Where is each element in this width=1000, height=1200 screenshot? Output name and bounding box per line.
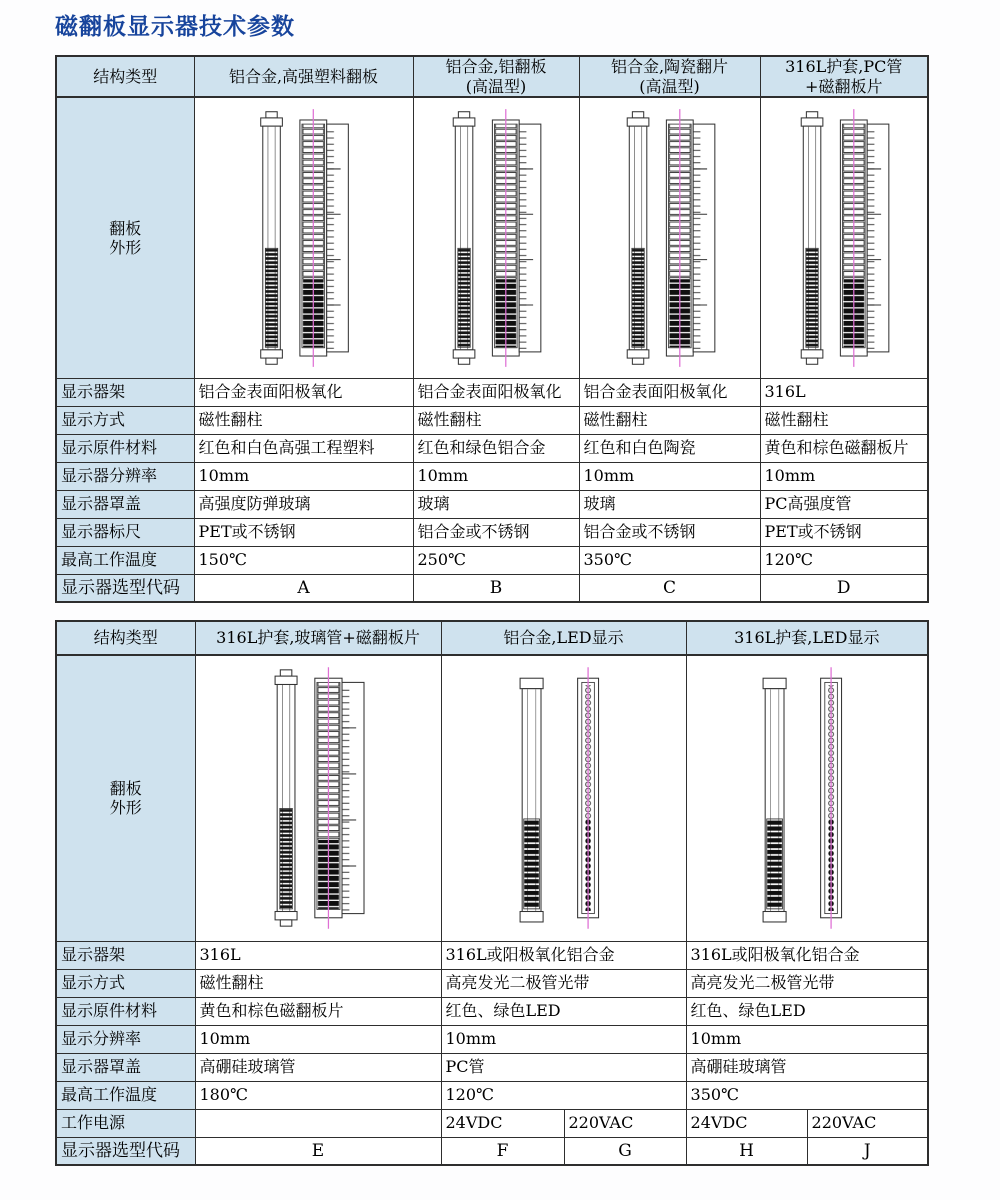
gauge-cell	[579, 97, 760, 378]
cell: 铝合金或不锈钢	[413, 518, 579, 546]
cell: 250℃	[413, 546, 579, 574]
table2-header-row	[56, 621, 928, 655]
cell: 高硼硅玻璃管	[686, 1053, 928, 1081]
table-row	[56, 1025, 928, 1053]
table-row	[56, 406, 928, 434]
cell: 316L	[195, 941, 441, 969]
cell: 10mm	[441, 1025, 686, 1053]
table2-type-header-1: 316L护套,玻璃管+磁翻板片	[195, 621, 441, 655]
cell: 铝合金表面阳极氧化	[194, 378, 413, 406]
cell: 玻璃	[579, 490, 760, 518]
row-label: 显示器分辨率	[56, 462, 194, 490]
gauge-cell	[686, 655, 928, 941]
cell: 磁性翻柱	[579, 406, 760, 434]
header-text: 铝合金,陶瓷翻片	[610, 57, 729, 77]
cell: 红色和白色陶瓷	[579, 434, 760, 462]
table1-header-row	[56, 56, 928, 97]
cell: 316L或阳极氧化铝合金	[686, 941, 928, 969]
table-row-power-supply	[56, 1109, 928, 1137]
table-row-selection-codes	[56, 1137, 928, 1165]
cell: 红色和白色高强工程塑料	[194, 434, 413, 462]
cell: 350℃	[686, 1081, 928, 1109]
header-text: (高温型)	[465, 76, 527, 96]
row-label: 显示器罩盖	[56, 490, 194, 518]
cell: 10mm	[194, 462, 413, 490]
code-cell: H	[686, 1137, 807, 1165]
table1-structure-header: 结构类型	[56, 56, 194, 97]
table-row	[56, 462, 928, 490]
cell: 316L或阳极氧化铝合金	[441, 941, 686, 969]
header-text: 铝合金,铝翻板	[445, 57, 547, 77]
cell: 高强度防弹玻璃	[194, 490, 413, 518]
header-text: +磁翻板片	[805, 76, 883, 96]
row-label: 显示方式	[56, 969, 195, 997]
cell: 红色、绿色LED	[686, 997, 928, 1025]
cell: 玻璃	[413, 490, 579, 518]
header-text: 铝合金,高强塑料翻板	[228, 66, 379, 86]
cell: 10mm	[413, 462, 579, 490]
row-label: 显示器选型代码	[56, 574, 194, 602]
cell: 黄色和棕色磁翻板片	[760, 434, 928, 462]
table-row-selection-codes	[56, 574, 928, 602]
cell: 红色、绿色LED	[441, 997, 686, 1025]
cell: 10mm	[579, 462, 760, 490]
row-label: 最高工作温度	[56, 546, 194, 574]
flap-gauge-drawing	[595, 104, 745, 372]
gauge-cell	[413, 97, 579, 378]
cell: 铝合金或不锈钢	[579, 518, 760, 546]
row-label: 显示器选型代码	[56, 1137, 195, 1165]
code-cell: E	[195, 1137, 441, 1165]
cell: 高亮发光二极管光带	[441, 969, 686, 997]
row-label: 显示分辨率	[56, 1025, 195, 1053]
table2-type-header-3: 316L护套,LED显示	[686, 621, 928, 655]
gauge-cell	[195, 655, 441, 941]
led-gauge-drawing	[481, 662, 646, 934]
table1-shape-label	[56, 97, 194, 378]
shape-label-text: 翻板	[109, 779, 142, 799]
spec-table-1	[55, 55, 929, 603]
shape-label-text: 外形	[109, 798, 142, 818]
cell: 磁性翻柱	[760, 406, 928, 434]
row-label: 显示原件材料	[56, 434, 194, 462]
cell: PET或不锈钢	[194, 518, 413, 546]
code-cell: G	[564, 1137, 686, 1165]
flap-gauge-drawing	[421, 104, 571, 372]
cell: PET或不锈钢	[760, 518, 928, 546]
code-cell: A	[194, 574, 413, 602]
cell: 120℃	[441, 1081, 686, 1109]
table1-type-header-4	[760, 56, 928, 97]
cell: 150℃	[194, 546, 413, 574]
code-cell: J	[807, 1137, 928, 1165]
table2-shape-label	[56, 655, 195, 941]
flap-gauge-drawing	[769, 104, 919, 372]
table-row	[56, 546, 928, 574]
table-row	[56, 378, 928, 406]
table-row	[56, 490, 928, 518]
cell: 铝合金表面阳极氧化	[413, 378, 579, 406]
cell: 10mm	[686, 1025, 928, 1053]
gauge-cell	[194, 97, 413, 378]
gauge-cell	[760, 97, 928, 378]
cell: 黄色和棕色磁翻板片	[195, 997, 441, 1025]
cell: 24VDC	[441, 1109, 564, 1137]
cell: 磁性翻柱	[194, 406, 413, 434]
table2-structure-header: 结构类型	[56, 621, 195, 655]
cell: 高硼硅玻璃管	[195, 1053, 441, 1081]
gauge-cell	[441, 655, 686, 941]
spec-table-2	[55, 620, 929, 1166]
table-row	[56, 518, 928, 546]
cell: 220VAC	[564, 1109, 686, 1137]
header-text: 316L护套,PC管	[785, 57, 903, 77]
row-label: 显示方式	[56, 406, 194, 434]
table-row	[56, 941, 928, 969]
cell: 10mm	[760, 462, 928, 490]
table-row	[56, 1081, 928, 1109]
code-cell: D	[760, 574, 928, 602]
table1-type-header-3	[579, 56, 760, 97]
cell: 180℃	[195, 1081, 441, 1109]
code-cell: B	[413, 574, 579, 602]
cell: 磁性翻柱	[195, 969, 441, 997]
led-gauge-drawing	[724, 662, 889, 934]
cell: 316L	[760, 378, 928, 406]
table2-shape-row	[56, 655, 928, 941]
table1-shape-row	[56, 97, 928, 378]
cell: 红色和绿色铝合金	[413, 434, 579, 462]
row-label: 显示器架	[56, 941, 195, 969]
cell: 高亮发光二极管光带	[686, 969, 928, 997]
table1-type-header-2	[413, 56, 579, 97]
table-row	[56, 997, 928, 1025]
table-row	[56, 969, 928, 997]
row-label: 工作电源	[56, 1109, 195, 1137]
table2-type-header-2: 铝合金,LED显示	[441, 621, 686, 655]
row-label: 显示器架	[56, 378, 194, 406]
cell-empty	[195, 1109, 441, 1137]
cell: 120℃	[760, 546, 928, 574]
row-label: 显示原件材料	[56, 997, 195, 1025]
row-label: 显示器罩盖	[56, 1053, 195, 1081]
cell: PC高强度管	[760, 490, 928, 518]
cell: 24VDC	[686, 1109, 807, 1137]
cell: 350℃	[579, 546, 760, 574]
header-text: (高温型)	[639, 76, 700, 96]
page-title: 磁翻板显示器技术参数	[55, 14, 295, 40]
code-cell: F	[441, 1137, 564, 1165]
table-row	[56, 1053, 928, 1081]
cell: PC管	[441, 1053, 686, 1081]
code-cell: C	[579, 574, 760, 602]
row-label: 显示器标尺	[56, 518, 194, 546]
cell: 铝合金表面阳极氧化	[579, 378, 760, 406]
flap-gauge-drawing	[236, 662, 401, 934]
table-row	[56, 434, 928, 462]
shape-label-text: 翻板	[109, 218, 142, 238]
table1-type-header-1	[194, 56, 413, 97]
cell: 磁性翻柱	[413, 406, 579, 434]
row-label: 最高工作温度	[56, 1081, 195, 1109]
cell: 220VAC	[807, 1109, 928, 1137]
shape-label-text: 外形	[109, 237, 142, 257]
flap-gauge-drawing	[221, 104, 386, 372]
cell: 10mm	[195, 1025, 441, 1053]
